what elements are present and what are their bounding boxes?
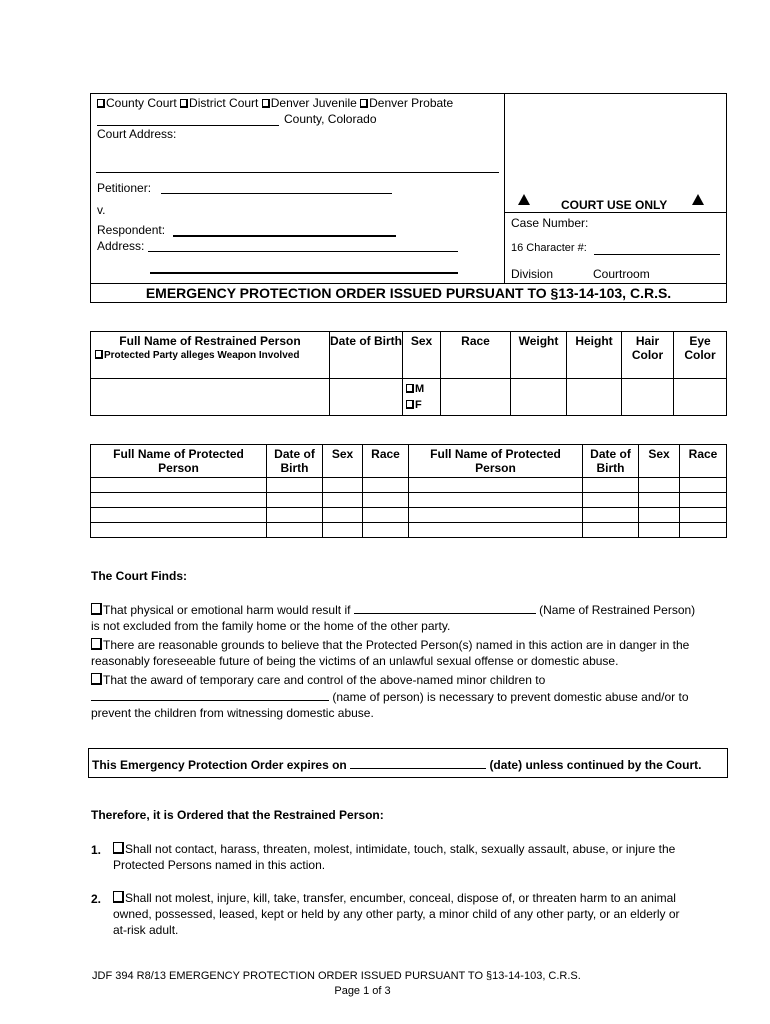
table-cell[interactable] [323, 478, 363, 493]
up-arrow-icon-left [518, 194, 530, 205]
restrained-hair-header: Hair Color [622, 332, 674, 379]
table-cell[interactable] [91, 508, 267, 523]
sex-f-option[interactable]: F [406, 397, 437, 413]
table-cell[interactable] [409, 478, 583, 493]
up-arrow-icon-right [692, 194, 704, 205]
table-cell[interactable] [409, 523, 583, 538]
order-2: Shall not molest, injure, kill, take, transfer, encumber, conceal, dispose of, or threaten harm to an animal owned, possessed, leased, kept or held by any other party, a minor child of any other party, or an elderly or at-risk adult. [113, 891, 680, 937]
finding-3-checkbox[interactable] [91, 673, 102, 685]
table-cell[interactable] [583, 493, 639, 508]
protected-sex-header-2: Sex [639, 445, 680, 478]
finding-2-checkbox[interactable] [91, 638, 102, 650]
protected-name-header-1: Full Name of Protected Person [91, 445, 267, 478]
weapon-note: Protected Party alleges Weapon Involved [95, 349, 325, 362]
protected-race-header-1: Race [363, 445, 409, 478]
table-cell[interactable] [639, 478, 680, 493]
restrained-dob-cell[interactable] [330, 379, 403, 416]
table-cell[interactable] [583, 478, 639, 493]
expiration-box: This Emergency Protection Order expires on (date) unless continued by the Court. [88, 748, 728, 778]
table-cell[interactable] [91, 523, 267, 538]
table-cell[interactable] [267, 523, 323, 538]
protected-dob-header-1: Date of Birth [267, 445, 323, 478]
court-address-label: Court Address: [97, 127, 177, 141]
restrained-race-cell[interactable] [441, 379, 511, 416]
protected-person-table [90, 444, 727, 538]
court-options: County Court District Court Denver Juvenile Denver Probate [97, 96, 453, 110]
expiration-date-field[interactable] [350, 756, 486, 769]
table-row [91, 523, 727, 538]
table-cell[interactable] [583, 523, 639, 538]
table-cell[interactable] [409, 493, 583, 508]
table-cell[interactable] [91, 478, 267, 493]
table-cell[interactable] [267, 478, 323, 493]
v-label: v. [97, 203, 106, 217]
footer-page: Page 1 of 3 [334, 985, 391, 997]
table-row [91, 508, 727, 523]
custodian-name-field[interactable] [91, 688, 329, 701]
table-cell[interactable] [680, 478, 727, 493]
table-cell[interactable] [639, 508, 680, 523]
sixteen-char-label: 16 Character #: [511, 242, 587, 254]
restrained-height-cell[interactable] [567, 379, 622, 416]
division-label: Division [511, 267, 554, 281]
restrained-name-field[interactable] [354, 601, 536, 614]
order-1-number: 1. [91, 843, 102, 857]
respondent-label: Respondent: [97, 223, 166, 237]
protected-race-header-2: Race [680, 445, 727, 478]
order-1: Shall not contact, harass, threaten, molest, intimidate, touch, stalk, sexually assault, abuse, or injure the Protected Persons named in this action. [113, 842, 676, 872]
petitioner-label: Petitioner: [97, 181, 152, 195]
table-cell[interactable] [363, 523, 409, 538]
restrained-sex-cell [403, 379, 441, 416]
order-2-number: 2. [91, 892, 102, 906]
address-field-2[interactable] [150, 262, 458, 274]
finding-2: There are reasonable grounds to believe that the Protected Person(s) named in this action are in danger in the reasonably foreseeable future of being the victims of an unlawful sexual offense or domestic abuse. [91, 638, 690, 668]
protected-sex-header-1: Sex [323, 445, 363, 478]
restrained-race-header: Race [441, 332, 511, 379]
respondent-field[interactable] [173, 222, 396, 237]
restrained-name-header [91, 332, 330, 379]
protected-dob-header-2: Date of Birth [583, 445, 639, 478]
sex-f-checkbox[interactable] [406, 400, 414, 409]
restrained-name-header-text: Full Name of Restrained Person [119, 334, 301, 348]
case-number-label: Case Number: [511, 216, 589, 230]
restrained-name-cell[interactable] [91, 379, 330, 416]
table-cell[interactable] [267, 493, 323, 508]
findings-heading: The Court Finds: [91, 569, 187, 583]
restrained-height-header: Height [567, 332, 622, 379]
order-2-checkbox[interactable] [113, 891, 124, 903]
court-use-only: COURT USE ONLY [561, 198, 668, 212]
table-row [91, 478, 727, 493]
restrained-person-table [90, 331, 727, 416]
table-cell[interactable] [583, 508, 639, 523]
restrained-dob-header: Date of Birth [330, 332, 403, 379]
address-label: Address: [97, 239, 145, 253]
table-cell[interactable] [267, 508, 323, 523]
denver-juvenile-checkbox[interactable] [262, 99, 270, 108]
finding-1-checkbox[interactable] [91, 603, 102, 615]
table-cell[interactable] [323, 508, 363, 523]
table-cell[interactable] [363, 478, 409, 493]
sex-m-checkbox[interactable] [406, 384, 414, 393]
courtroom-label: Courtroom [593, 267, 650, 281]
restrained-sex-header: Sex [403, 332, 441, 379]
restrained-hair-cell[interactable] [622, 379, 674, 416]
table-cell[interactable] [409, 508, 583, 523]
sixteen-char-field[interactable] [594, 241, 720, 255]
table-cell[interactable] [363, 493, 409, 508]
table-row [91, 493, 727, 508]
denver-probate-checkbox[interactable] [360, 99, 368, 108]
orders-heading: Therefore, it is Ordered that the Restrained Person: [91, 808, 384, 822]
finding-1: That physical or emotional harm would result if (Name of Restrained Person) is not excluded from the family home or the home of the other party. [91, 603, 696, 633]
finding-3: That the award of temporary care and control of the above-named minor children to (name of person) is necessary to prevent domestic abuse and/or to prevent the children from witnessing domestic abuse. [91, 673, 689, 720]
table-cell[interactable] [680, 493, 727, 508]
footer-form-id: JDF 394 R8/13 EMERGENCY PROTECTION ORDER ISSUED PURSUANT TO §13-14-103, C.R.S. [92, 970, 581, 982]
form-title: EMERGENCY PROTECTION ORDER ISSUED PURSUANT TO §13-14-103, C.R.S. [145, 285, 672, 301]
court-use-divider [505, 212, 727, 213]
table-cell[interactable] [323, 523, 363, 538]
table-cell[interactable] [680, 508, 727, 523]
table-cell[interactable] [639, 523, 680, 538]
table-cell[interactable] [363, 508, 409, 523]
restrained-eye-cell[interactable] [674, 379, 727, 416]
district-court-checkbox[interactable] [180, 99, 188, 108]
protected-name-header-2: Full Name of Protected Person [409, 445, 583, 478]
table-cell[interactable] [323, 493, 363, 508]
petitioner-field[interactable] [161, 180, 392, 194]
restrained-weight-header: Weight [511, 332, 567, 379]
weapon-checkbox[interactable] [95, 350, 103, 359]
address-field-1[interactable] [148, 238, 458, 252]
table-cell[interactable] [91, 493, 267, 508]
order-1-checkbox[interactable] [113, 842, 124, 854]
county-court-checkbox[interactable] [97, 99, 105, 108]
county-field[interactable] [97, 112, 279, 126]
title-divider [90, 283, 727, 284]
sex-m-option[interactable]: M [406, 381, 437, 397]
court-address-field[interactable] [96, 158, 499, 173]
restrained-weight-cell[interactable] [511, 379, 567, 416]
caption-divider [504, 93, 505, 284]
table-cell[interactable] [639, 493, 680, 508]
restrained-eye-header: Eye Color [674, 332, 727, 379]
county-suffix: County, Colorado [284, 112, 377, 126]
table-cell[interactable] [680, 523, 727, 538]
